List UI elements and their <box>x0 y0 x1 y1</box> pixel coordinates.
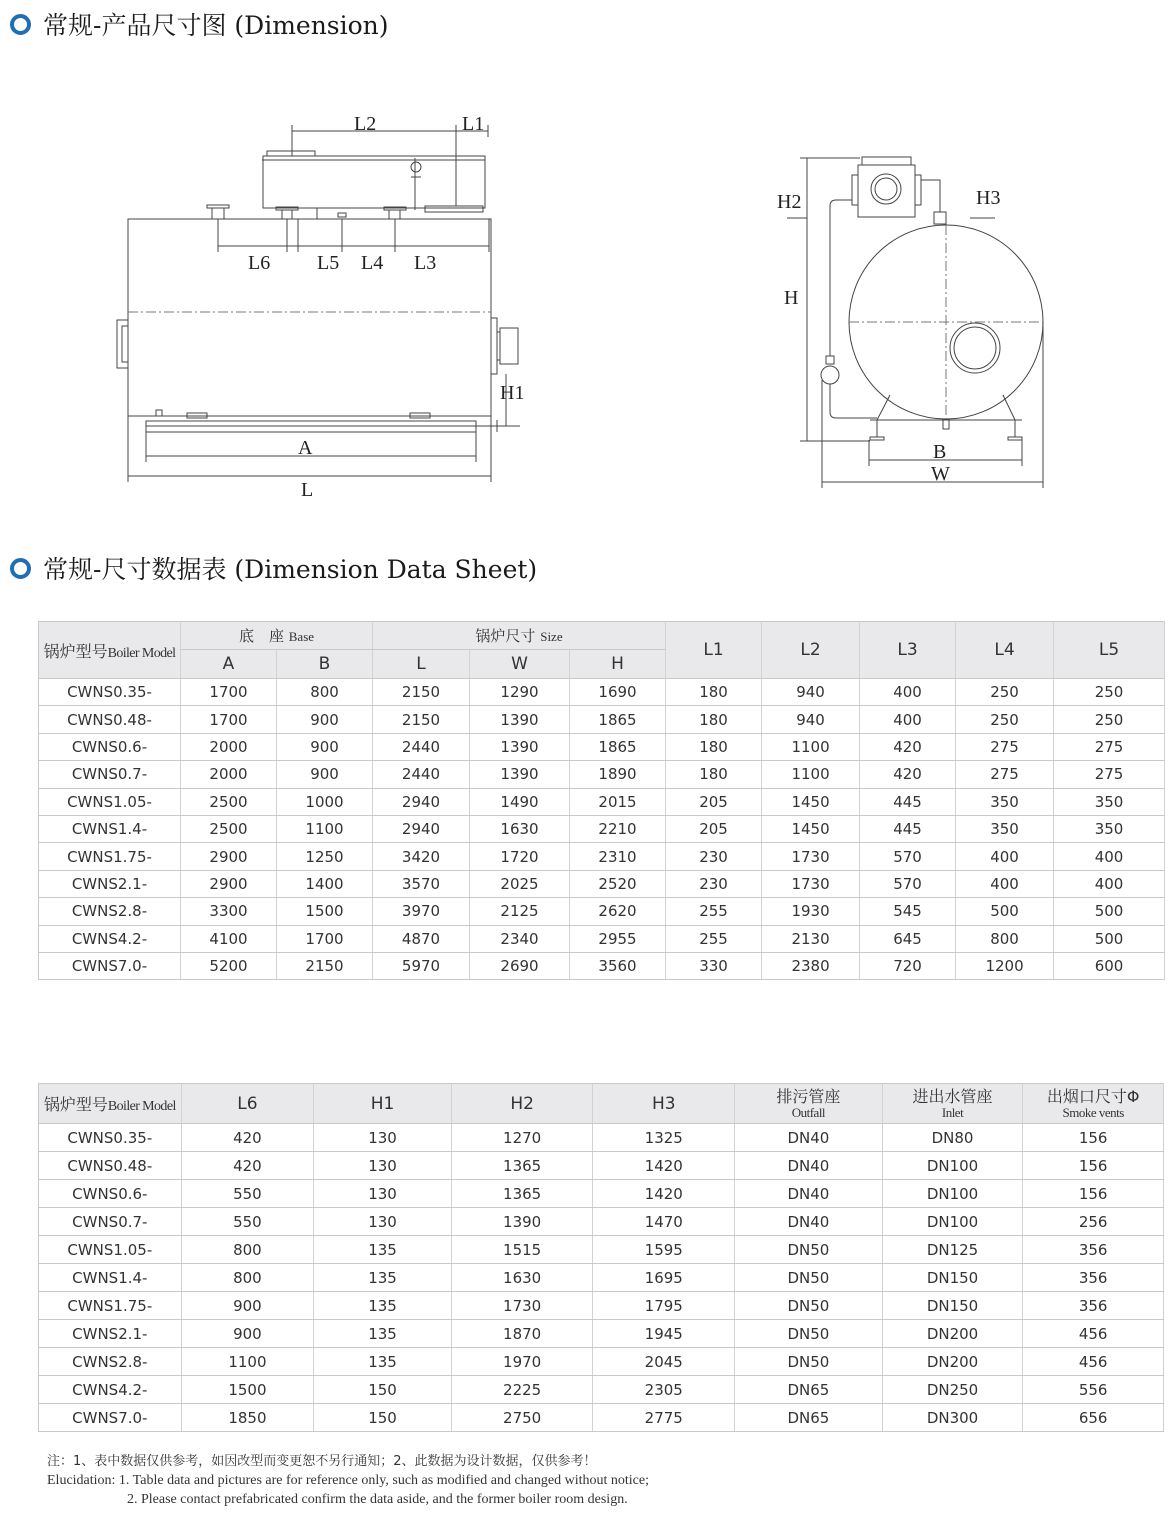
table-2-body <box>39 1124 1164 1432</box>
table-cell: 2500 <box>181 788 277 815</box>
header-outfall <box>735 1084 883 1124</box>
section-title-data-sheet <box>10 550 537 586</box>
table-cell: 3420 <box>373 843 470 870</box>
cell-model: CWNS0.35- <box>39 1124 182 1152</box>
table-cell: DN80 <box>882 1124 1023 1152</box>
table-cell: DN65 <box>735 1376 883 1404</box>
table-cell: 275 <box>1054 761 1165 788</box>
table-cell: DN40 <box>735 1208 883 1236</box>
table-cell: DN50 <box>735 1292 883 1320</box>
table-row <box>39 761 1165 788</box>
table-cell: 250 <box>1054 679 1165 706</box>
table-cell: 275 <box>1054 733 1165 760</box>
cell-model: CWNS0.7- <box>39 761 181 788</box>
table-row <box>39 706 1165 733</box>
header-boiler-model <box>39 1084 182 1124</box>
table-cell: DN65 <box>735 1404 883 1432</box>
header-col-a: A <box>181 650 277 679</box>
table-cell: 2940 <box>373 815 470 842</box>
table-cell: 1490 <box>470 788 570 815</box>
table-cell: 2900 <box>181 843 277 870</box>
table-cell: 420 <box>860 733 956 760</box>
table-cell: 230 <box>666 870 762 897</box>
table-cell: 1700 <box>181 706 277 733</box>
table-cell: DN100 <box>882 1152 1023 1180</box>
table-row <box>39 1376 1164 1404</box>
table-cell: 1420 <box>593 1152 735 1180</box>
cell-model: CWNS4.2- <box>39 1376 182 1404</box>
table-cell: 356 <box>1023 1292 1164 1320</box>
table-cell: 135 <box>314 1292 452 1320</box>
cell-model: CWNS1.4- <box>39 815 181 842</box>
table-cell: 2000 <box>181 733 277 760</box>
table-row <box>39 1348 1164 1376</box>
table-cell: DN50 <box>735 1320 883 1348</box>
table-cell: DN200 <box>882 1320 1023 1348</box>
table-cell: 1100 <box>277 815 373 842</box>
table-cell: 900 <box>277 733 373 760</box>
section-title-text: 常规-尺寸数据表 (Dimension Data Sheet) <box>43 555 538 584</box>
table-cell: DN300 <box>882 1404 1023 1432</box>
table-cell: 420 <box>181 1124 314 1152</box>
note-line-en-2: 2. Please contact prefabricated confirm the data aside, and the former boiler room design. <box>127 1492 628 1507</box>
table-cell: 456 <box>1023 1320 1164 1348</box>
table-row <box>39 925 1165 952</box>
table-cell: 1930 <box>762 898 860 925</box>
table-cell: DN100 <box>882 1180 1023 1208</box>
table-row <box>39 1208 1164 1236</box>
table-cell: 1850 <box>181 1404 314 1432</box>
table-header-row <box>39 1084 1164 1124</box>
header-col-b: B <box>277 650 373 679</box>
dim-label-l6: L6 <box>248 252 271 274</box>
table-cell: 1470 <box>593 1208 735 1236</box>
header-model-en: Boiler Model <box>107 645 176 661</box>
table-cell: DN100 <box>882 1208 1023 1236</box>
table-cell: 500 <box>956 898 1054 925</box>
table-row <box>39 1236 1164 1264</box>
table-cell: 1515 <box>451 1236 593 1264</box>
table-cell: 5970 <box>373 952 470 979</box>
table-cell: 1325 <box>593 1124 735 1152</box>
table-cell: 2900 <box>181 870 277 897</box>
table-cell: 400 <box>1054 870 1165 897</box>
table-cell: 2940 <box>373 788 470 815</box>
header-inlet-en: Inlet <box>941 1104 964 1120</box>
table-cell: 1730 <box>762 870 860 897</box>
table-cell: 1000 <box>277 788 373 815</box>
table-cell: 1365 <box>451 1152 593 1180</box>
cell-model: CWNS2.1- <box>39 870 181 897</box>
end-view <box>787 157 1043 488</box>
table-cell: 1450 <box>762 788 860 815</box>
table-cell: 135 <box>314 1320 452 1348</box>
header-col-l4: L4 <box>956 622 1054 679</box>
table-cell: 2150 <box>277 952 373 979</box>
header-model-cn: 锅炉型号 <box>43 641 108 661</box>
table-cell: 800 <box>956 925 1054 952</box>
table-cell: 130 <box>314 1124 452 1152</box>
table-cell: 400 <box>860 706 956 733</box>
table-cell: 350 <box>1054 815 1165 842</box>
table-cell: 255 <box>666 925 762 952</box>
dim-label-l2: L2 <box>354 113 377 135</box>
table-cell: 940 <box>762 679 860 706</box>
table-cell: 4100 <box>181 925 277 952</box>
table-cell: 1690 <box>570 679 666 706</box>
table-cell: DN200 <box>882 1348 1023 1376</box>
table-cell: 556 <box>1023 1376 1164 1404</box>
table-cell: 156 <box>1023 1152 1164 1180</box>
cell-model: CWNS0.35- <box>39 679 181 706</box>
dim-label-a: A <box>298 437 313 459</box>
table-cell: 456 <box>1023 1348 1164 1376</box>
header-size-en: Size <box>540 629 563 644</box>
table-cell: 1290 <box>470 679 570 706</box>
note-line-en-1: Elucidation: 1. Table data and pictures are for reference only, such as modified and changed without notice; <box>47 1473 649 1488</box>
table-cell: 250 <box>956 706 1054 733</box>
header-col-h3: H3 <box>593 1084 735 1124</box>
table-cell: 2620 <box>570 898 666 925</box>
table-cell: 180 <box>666 706 762 733</box>
dim-label-h: H <box>784 287 799 309</box>
dim-label-l: L <box>301 479 314 501</box>
header-size <box>373 622 666 650</box>
table-row <box>39 679 1165 706</box>
table-cell: 400 <box>860 679 956 706</box>
table-cell: 445 <box>860 788 956 815</box>
dim-label-l3: L3 <box>414 252 437 274</box>
header-base-cn: 底 座 <box>238 627 284 645</box>
header-smoke-cn: 出烟口尺寸Φ <box>1046 1086 1140 1106</box>
header-col-h2: H2 <box>451 1084 593 1124</box>
table-cell: 550 <box>181 1208 314 1236</box>
table-cell: 1250 <box>277 843 373 870</box>
table-cell: 420 <box>860 761 956 788</box>
table-cell: 3570 <box>373 870 470 897</box>
table-cell: 2150 <box>373 706 470 733</box>
cell-model: CWNS2.8- <box>39 1348 182 1376</box>
table-cell: 1390 <box>470 761 570 788</box>
table-cell: 1700 <box>181 679 277 706</box>
dim-label-l5: L5 <box>317 252 340 274</box>
table-row <box>39 870 1165 897</box>
table-cell: 2340 <box>470 925 570 952</box>
header-col-h1: H1 <box>314 1084 452 1124</box>
dim-label-w: W <box>931 463 950 485</box>
table-cell: 645 <box>860 925 956 952</box>
table-cell: 250 <box>1054 706 1165 733</box>
note-line-cn: 注：1、表中数据仅供参考，如因改型而变更恕不另行通知；2、此数据为设计数据，仅供参考！ <box>47 1454 597 1469</box>
section-title-text: 常规-产品尺寸图 (Dimension) <box>43 11 389 40</box>
cell-model: CWNS1.75- <box>39 843 181 870</box>
table-cell: 2690 <box>470 952 570 979</box>
table-cell: 1100 <box>762 733 860 760</box>
table-cell: 1945 <box>593 1320 735 1348</box>
table-cell: 2025 <box>470 870 570 897</box>
table-cell: 2000 <box>181 761 277 788</box>
table-cell: 5200 <box>181 952 277 979</box>
table-cell: 350 <box>956 815 1054 842</box>
table-cell: DN50 <box>735 1264 883 1292</box>
cell-model: CWNS7.0- <box>39 1404 182 1432</box>
table-cell: 205 <box>666 815 762 842</box>
table-cell: 1420 <box>593 1180 735 1208</box>
table-row <box>39 1124 1164 1152</box>
table-cell: 3560 <box>570 952 666 979</box>
table-row <box>39 843 1165 870</box>
header-outfall-cn: 排污管座 <box>776 1086 841 1106</box>
table-cell: DN150 <box>882 1292 1023 1320</box>
table-cell: DN50 <box>735 1236 883 1264</box>
table-cell: 2210 <box>570 815 666 842</box>
table-cell: 550 <box>181 1180 314 1208</box>
table-row <box>39 1152 1164 1180</box>
table-cell: 3970 <box>373 898 470 925</box>
header-col-l2: L2 <box>762 622 860 679</box>
table-cell: DN150 <box>882 1264 1023 1292</box>
table-cell: 1400 <box>277 870 373 897</box>
table-row <box>39 788 1165 815</box>
header-col-l6: L6 <box>181 1084 314 1124</box>
table-cell: 2045 <box>593 1348 735 1376</box>
table-row <box>39 1292 1164 1320</box>
table-cell: 900 <box>181 1320 314 1348</box>
table-cell: 180 <box>666 733 762 760</box>
table-cell: 135 <box>314 1348 452 1376</box>
header-col-l5: L5 <box>1054 622 1165 679</box>
table-cell: 570 <box>860 843 956 870</box>
table-cell: 1390 <box>451 1208 593 1236</box>
table-cell: 1795 <box>593 1292 735 1320</box>
table-cell: 900 <box>277 761 373 788</box>
header-inlet <box>882 1084 1023 1124</box>
table-cell: 205 <box>666 788 762 815</box>
table-cell: 350 <box>956 788 1054 815</box>
table-row <box>39 1264 1164 1292</box>
table-cell: 1390 <box>470 706 570 733</box>
table-cell: 1695 <box>593 1264 735 1292</box>
table-cell: DN40 <box>735 1152 883 1180</box>
table-cell: 1595 <box>593 1236 735 1264</box>
table-cell: 330 <box>666 952 762 979</box>
table-cell: 2775 <box>593 1404 735 1432</box>
table-row <box>39 1404 1164 1432</box>
table-cell: 800 <box>277 679 373 706</box>
cell-model: CWNS0.6- <box>39 1180 182 1208</box>
table-cell: 2150 <box>373 679 470 706</box>
table-cell: 2225 <box>451 1376 593 1404</box>
table-cell: 1865 <box>570 733 666 760</box>
table-cell: 256 <box>1023 1208 1164 1236</box>
table-cell: 2380 <box>762 952 860 979</box>
table-cell: 250 <box>956 679 1054 706</box>
table-cell: 156 <box>1023 1124 1164 1152</box>
header-outfall-en: Outfall <box>791 1104 826 1120</box>
header-base <box>181 622 373 650</box>
table-header-row <box>39 622 1165 650</box>
table-cell: 800 <box>181 1236 314 1264</box>
table-cell: 2310 <box>570 843 666 870</box>
header-model-cn: 锅炉型号 <box>43 1095 108 1114</box>
table-row <box>39 1180 1164 1208</box>
cell-model: CWNS1.75- <box>39 1292 182 1320</box>
header-col-w: W <box>470 650 570 679</box>
table-row <box>39 815 1165 842</box>
table-cell: 255 <box>666 898 762 925</box>
table-cell: 356 <box>1023 1236 1164 1264</box>
table-cell: 356 <box>1023 1264 1164 1292</box>
table-cell: 350 <box>1054 788 1165 815</box>
table-cell: 900 <box>181 1292 314 1320</box>
table-cell: 230 <box>666 843 762 870</box>
table-cell: 500 <box>1054 898 1165 925</box>
table-row <box>39 1320 1164 1348</box>
table-cell: 1200 <box>956 952 1054 979</box>
table-cell: DN40 <box>735 1124 883 1152</box>
dim-label-l4: L4 <box>361 252 384 274</box>
table-cell: 275 <box>956 733 1054 760</box>
cell-model: CWNS2.8- <box>39 898 181 925</box>
table-cell: 1450 <box>762 815 860 842</box>
table-cell: 400 <box>956 843 1054 870</box>
table-cell: 2305 <box>593 1376 735 1404</box>
table-1-body <box>39 679 1165 980</box>
cell-model: CWNS1.05- <box>39 1236 182 1264</box>
header-model-en: Boiler Model <box>107 1099 176 1114</box>
notes <box>47 1452 649 1509</box>
header-boiler-model <box>39 622 181 679</box>
table-cell: 130 <box>314 1208 452 1236</box>
table-cell: 156 <box>1023 1180 1164 1208</box>
header-col-l: L <box>373 650 470 679</box>
boiler-dimension-drawing <box>0 60 1170 510</box>
table-cell: 720 <box>860 952 956 979</box>
table-cell: 2500 <box>181 815 277 842</box>
table-cell: 1390 <box>470 733 570 760</box>
table-cell: 3300 <box>181 898 277 925</box>
dim-label-b: B <box>933 441 947 463</box>
header-smoke-vents <box>1023 1084 1164 1124</box>
dim-label-h3: H3 <box>976 187 1001 209</box>
table-cell: DN50 <box>735 1348 883 1376</box>
header-inlet-cn: 进出水管座 <box>912 1086 993 1106</box>
table-cell: 130 <box>314 1152 452 1180</box>
table-cell: 1700 <box>277 925 373 952</box>
table-cell: 940 <box>762 706 860 733</box>
table-cell: 900 <box>277 706 373 733</box>
table-cell: 180 <box>666 679 762 706</box>
table-cell: 500 <box>1054 925 1165 952</box>
table-cell: 1730 <box>451 1292 593 1320</box>
bullet-icon <box>10 558 31 579</box>
table-cell: 1630 <box>470 815 570 842</box>
table-cell: 2130 <box>762 925 860 952</box>
table-cell: 400 <box>1054 843 1165 870</box>
table-row <box>39 952 1165 979</box>
dim-label-h2: H2 <box>777 191 802 213</box>
table-cell: 1730 <box>762 843 860 870</box>
section-title-dimension <box>10 6 389 42</box>
table-cell: 135 <box>314 1264 452 1292</box>
table-cell: 545 <box>860 898 956 925</box>
table-cell: 1870 <box>451 1320 593 1348</box>
table-cell: 2955 <box>570 925 666 952</box>
table-cell: 1720 <box>470 843 570 870</box>
header-col-l1: L1 <box>666 622 762 679</box>
table-cell: 2520 <box>570 870 666 897</box>
cell-model: CWNS0.7- <box>39 1208 182 1236</box>
table-cell: 1270 <box>451 1124 593 1152</box>
cell-model: CWNS1.4- <box>39 1264 182 1292</box>
table-cell: 420 <box>181 1152 314 1180</box>
table-cell: 1100 <box>181 1348 314 1376</box>
side-view <box>117 125 520 482</box>
table-cell: 1100 <box>762 761 860 788</box>
header-size-cn: 锅炉尺寸 <box>475 627 536 645</box>
table-cell: 1500 <box>277 898 373 925</box>
table-row <box>39 733 1165 760</box>
table-cell: 800 <box>181 1264 314 1292</box>
table-cell: 1365 <box>451 1180 593 1208</box>
table-cell: DN40 <box>735 1180 883 1208</box>
table-cell: 1865 <box>570 706 666 733</box>
table-cell: 150 <box>314 1376 452 1404</box>
table-cell: 400 <box>956 870 1054 897</box>
table-cell: 135 <box>314 1236 452 1264</box>
cell-model: CWNS0.48- <box>39 1152 182 1180</box>
table-cell: 275 <box>956 761 1054 788</box>
header-col-l3: L3 <box>860 622 956 679</box>
table-cell: 180 <box>666 761 762 788</box>
table-cell: 130 <box>314 1180 452 1208</box>
header-smoke-en: Smoke vents <box>1062 1104 1124 1120</box>
table-cell: 150 <box>314 1404 452 1432</box>
cell-model: CWNS4.2- <box>39 925 181 952</box>
table-row <box>39 898 1165 925</box>
table-cell: 1890 <box>570 761 666 788</box>
table-cell: 2440 <box>373 733 470 760</box>
table-cell: 656 <box>1023 1404 1164 1432</box>
table-cell: 1970 <box>451 1348 593 1376</box>
header-col-h: H <box>570 650 666 679</box>
table-cell: 2125 <box>470 898 570 925</box>
cell-model: CWNS7.0- <box>39 952 181 979</box>
dimension-table-1 <box>38 621 1165 980</box>
table-cell: 2750 <box>451 1404 593 1432</box>
header-base-en: Base <box>288 629 315 644</box>
dim-label-h1: H1 <box>500 382 525 404</box>
table-cell: 600 <box>1054 952 1165 979</box>
cell-model: CWNS0.6- <box>39 733 181 760</box>
table-cell: 570 <box>860 870 956 897</box>
table-cell: 4870 <box>373 925 470 952</box>
table-cell: DN125 <box>882 1236 1023 1264</box>
cell-model: CWNS2.1- <box>39 1320 182 1348</box>
cell-model: CWNS0.48- <box>39 706 181 733</box>
bullet-icon <box>10 14 31 35</box>
table-cell: 2015 <box>570 788 666 815</box>
table-cell: 1500 <box>181 1376 314 1404</box>
table-cell: 2440 <box>373 761 470 788</box>
table-cell: 445 <box>860 815 956 842</box>
dim-label-l1: L1 <box>462 113 485 135</box>
cell-model: CWNS1.05- <box>39 788 181 815</box>
dimension-table-2 <box>38 1083 1164 1432</box>
table-cell: 1630 <box>451 1264 593 1292</box>
table-cell: DN250 <box>882 1376 1023 1404</box>
